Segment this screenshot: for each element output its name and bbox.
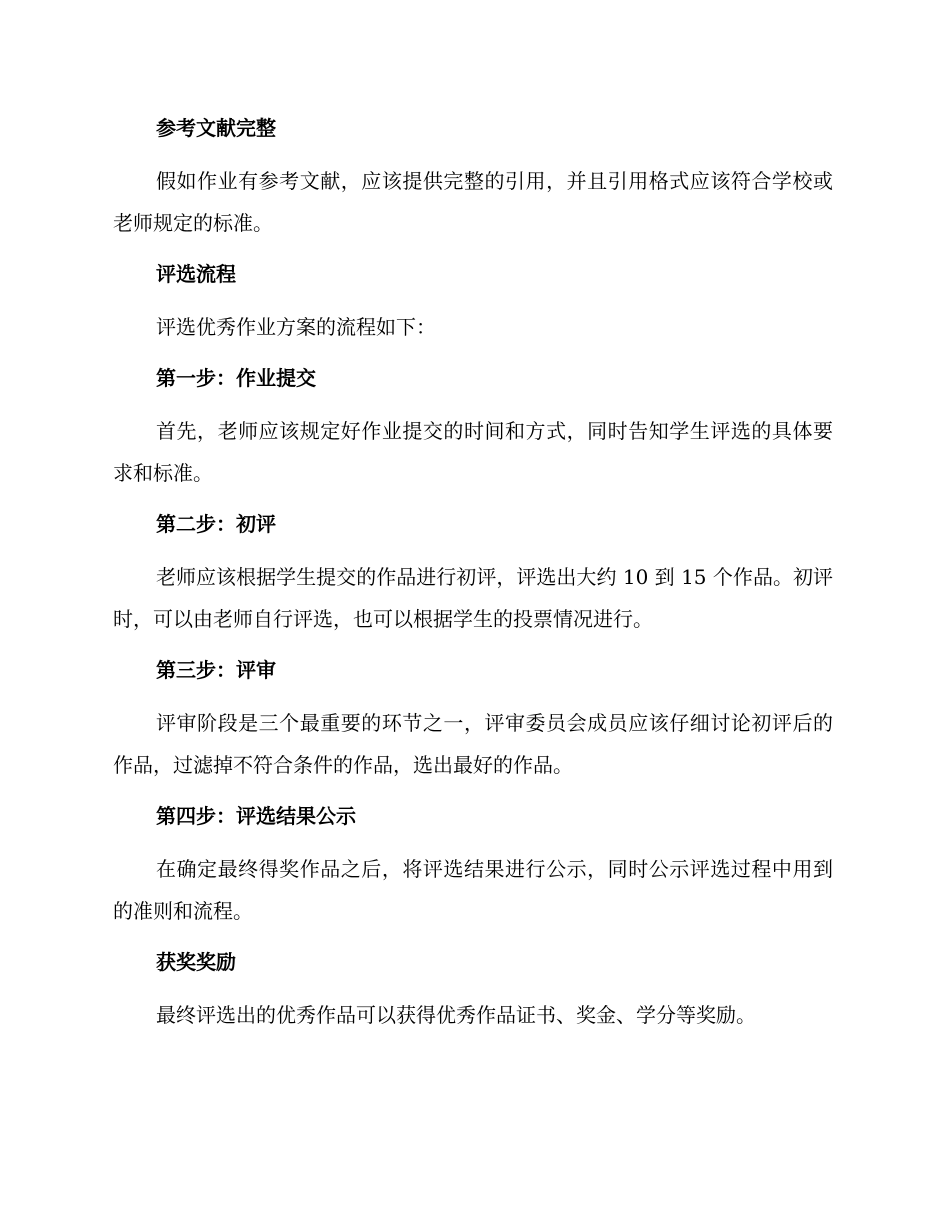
paragraph-step-three: 评审阶段是三个最重要的环节之一，评审委员会成员应该仔细讨论初评后的作品，过滤掉不符合条件的作品，选出最好的作品。 — [113, 711, 833, 777]
paragraph-references: 假如作业有参考文献，应该提供完整的引用，并且引用格式应该符合学校或老师规定的标准。 — [113, 169, 833, 235]
document-page — [113, 108, 833, 1046]
paragraph-step-one: 首先，老师应该规定好作业提交的时间和方式，同时告知学生评选的具体要求和标准。 — [113, 419, 833, 485]
section-heading-references: 参考文献完整 — [156, 116, 276, 140]
section-heading-selection-process: 评选流程 — [156, 262, 236, 286]
paragraph-awards: 最终评选出的优秀作品可以获得优秀作品证书、奖金、学分等奖励。 — [156, 1003, 756, 1027]
section-heading-step-one: 第一步：作业提交 — [156, 366, 316, 390]
section-heading-awards: 获奖奖励 — [156, 950, 236, 974]
paragraph-process-intro: 评选优秀作业方案的流程如下： — [156, 315, 436, 339]
section-heading-step-four: 第四步：评选结果公示 — [156, 804, 356, 828]
paragraph-step-two: 老师应该根据学生提交的作品进行初评，评选出大约 10 到 15 个作品。初评时，可以由老师自行评选，也可以根据学生的投票情况进行。 — [113, 565, 833, 631]
paragraph-step-four: 在确定最终得奖作品之后，将评选结果进行公示，同时公示评选过程中用到的准则和流程。 — [113, 857, 833, 923]
section-heading-step-two: 第二步：初评 — [156, 512, 276, 536]
section-heading-step-three: 第三步：评审 — [156, 658, 276, 682]
